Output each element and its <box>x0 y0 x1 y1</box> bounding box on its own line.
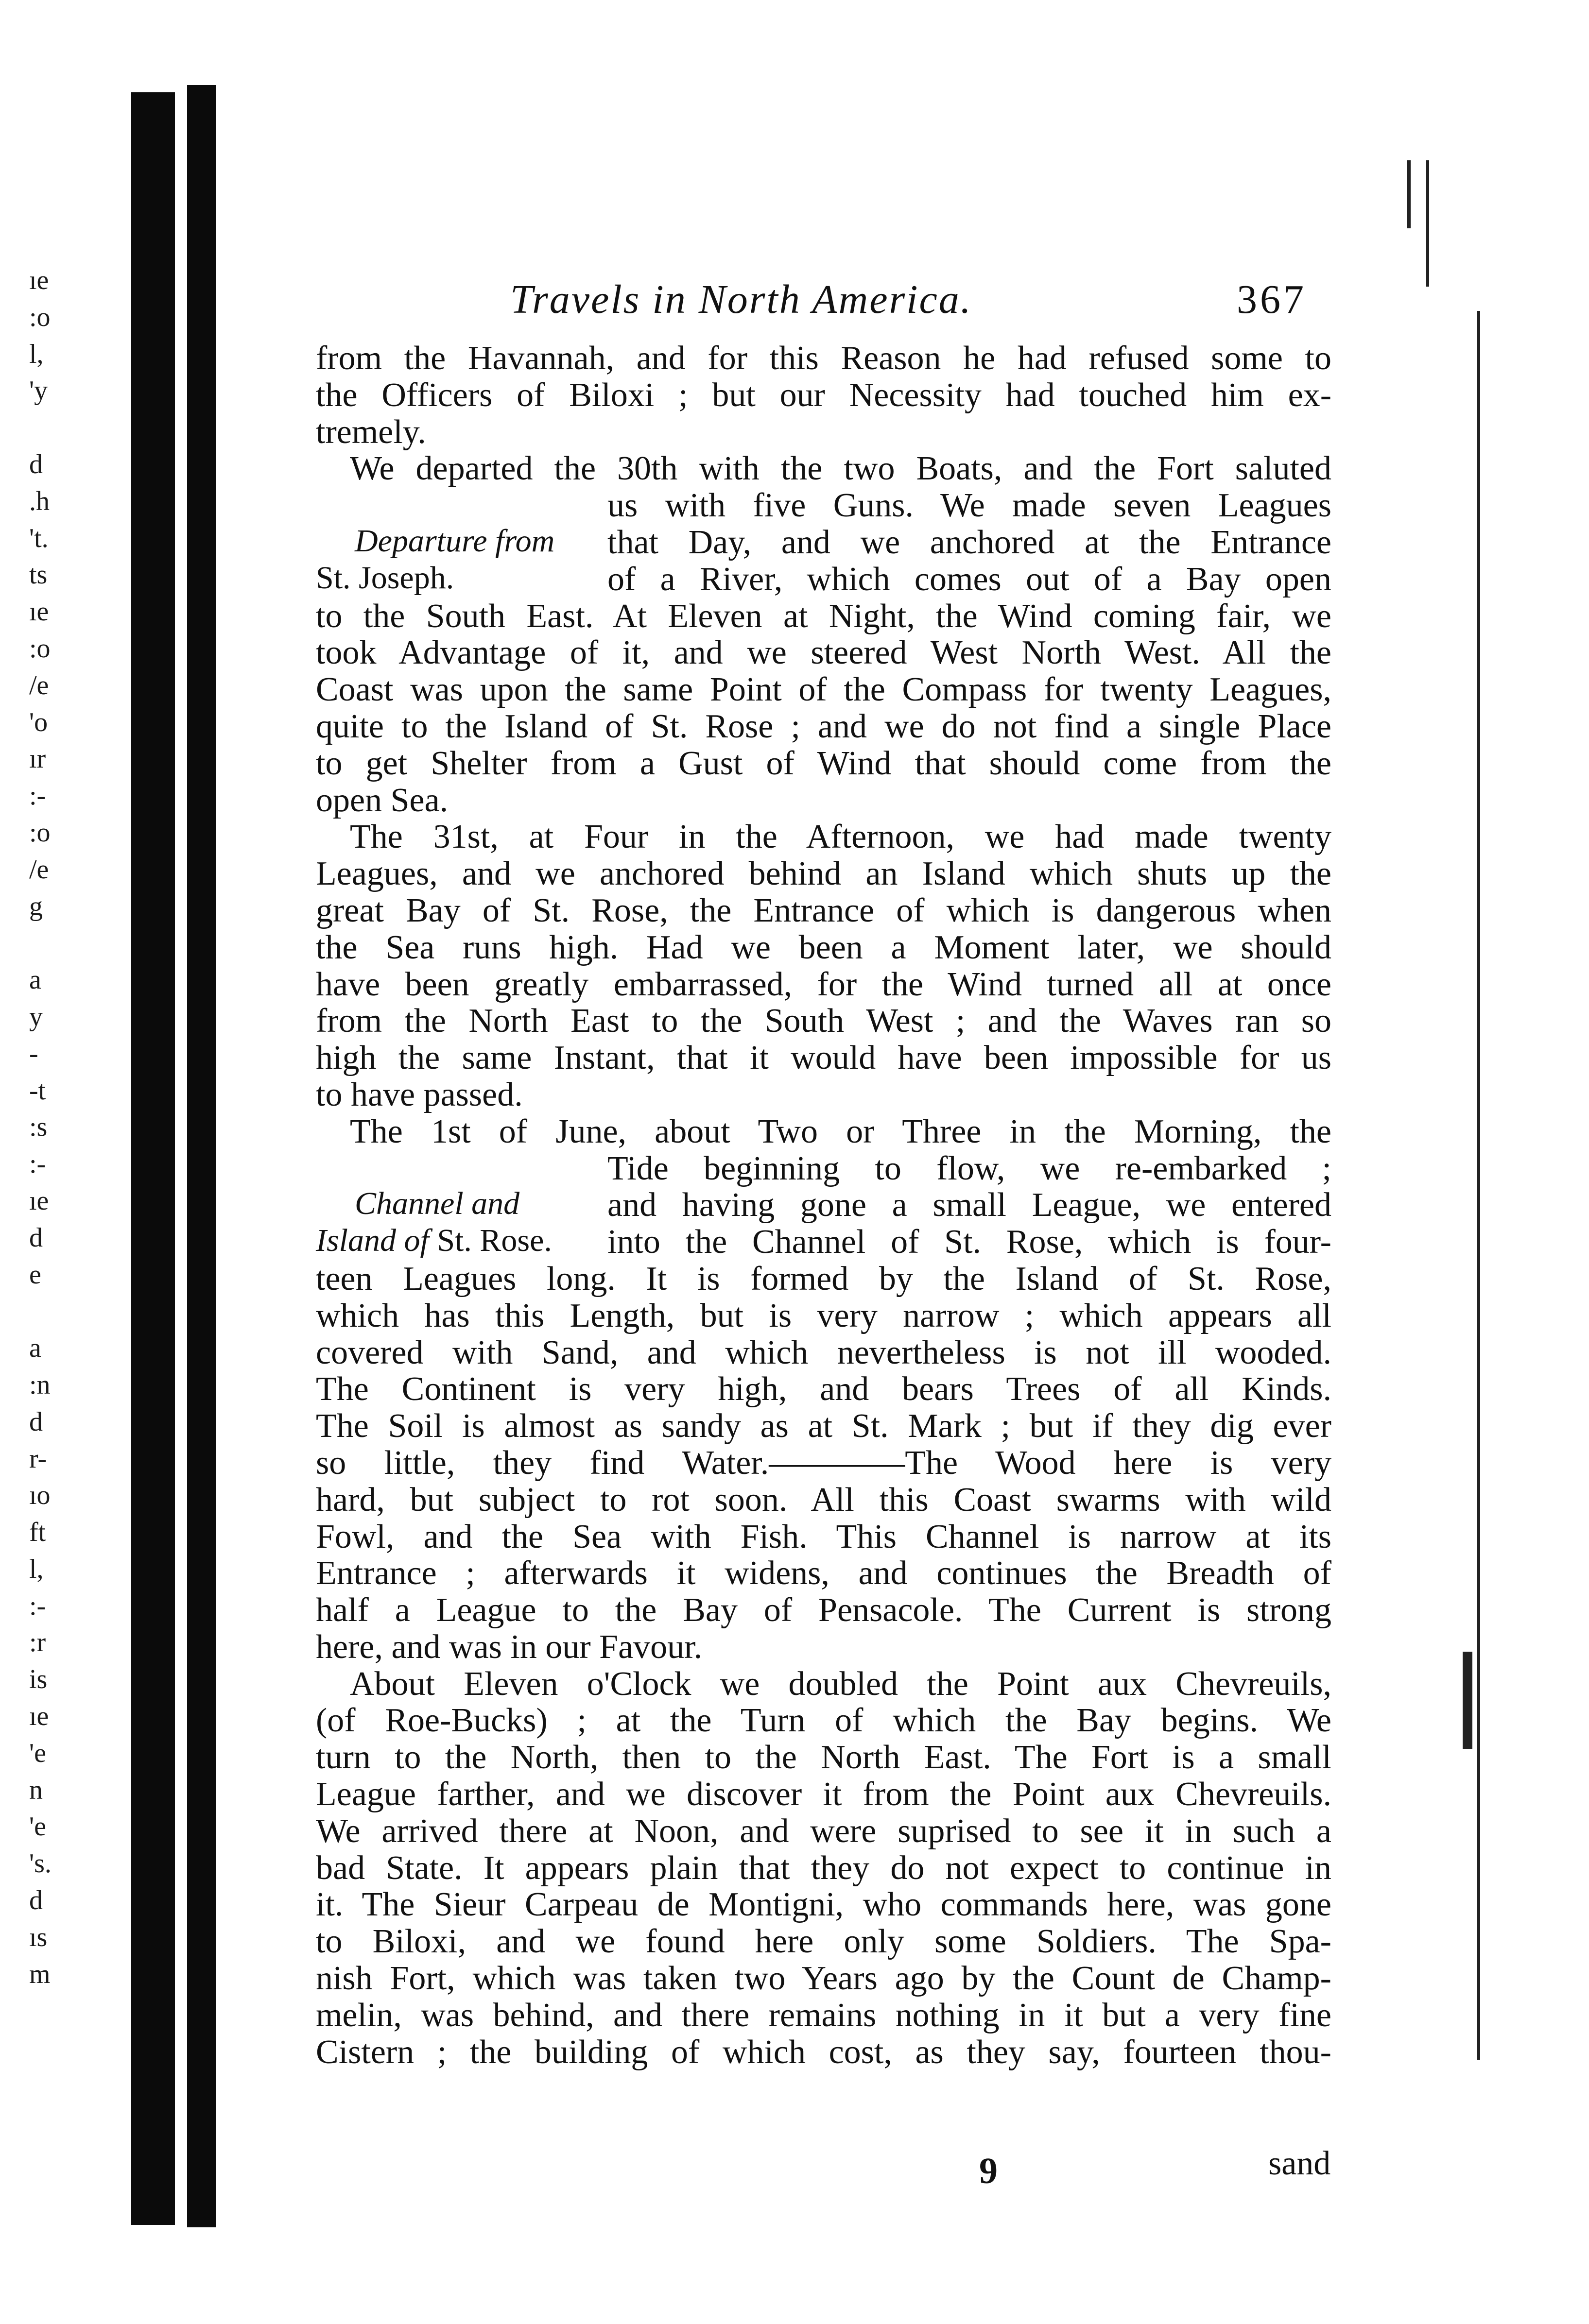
text-line: The 31st, at Four in the Afternoon, we had made twenty <box>350 818 1331 856</box>
text-line: into the Channel of St. Rose, which is four- <box>607 1223 1331 1261</box>
text-line: Entrance ; afterwards it widens, and continues the Breadth of <box>316 1555 1331 1592</box>
text-line: high the same Instant, that it would have been impossible for us <box>316 1039 1331 1077</box>
running-title: Travels in North America. <box>510 277 972 322</box>
text-line: of a River, which comes out of a Bay open <box>607 560 1331 598</box>
text-line: and having gone a small League, we entered <box>607 1186 1331 1224</box>
facing-page-fragments: ıe :o l, 'y d .h 't. ts ıe :o /e 'o ır :- :o /e g a y - -t :s :- ıe d e a :n d r- ıo ft l, :- :r is ıe 'e n 'e 's. d ıs m <box>29 265 52 1989</box>
text-line: Leagues, and we anchored behind an Island which shuts up the <box>316 855 1331 893</box>
text-line: took Advantage of it, and we steered West North West. All the <box>316 634 1331 672</box>
text-line: melin, was behind, and there remains nothing in it but a very fine <box>316 1996 1331 2034</box>
text-line: the Officers of Biloxi ; but our Necessity had touched him ex- <box>316 376 1331 414</box>
text-line: (of Roe-Bucks) ; at the Turn of which the Bay begins. We <box>316 1702 1331 1740</box>
text-line: The 1st of June, about Two or Three in the Morning, the <box>350 1112 1331 1150</box>
text-line: from the North East to the South West ; and the Waves ran so <box>316 1002 1331 1040</box>
catchword: sand <box>1268 2145 1331 2182</box>
sidenote-line: St. Joseph. <box>316 560 454 596</box>
scan-noise <box>1463 1652 1472 1749</box>
text-line: to have passed. <box>316 1076 523 1113</box>
binding-shadow-bar-inner <box>187 85 216 2227</box>
text-line: to the South East. At Eleven at Night, the Wind coming fair, we <box>316 597 1331 635</box>
body-text <box>316 340 1331 2070</box>
text-line: teen Leagues long. It is formed by the Island of St. Rose, <box>316 1260 1331 1298</box>
text-line: Coast was upon the same Point of the Compass for twenty Leagues, <box>316 671 1331 709</box>
scan-noise <box>1407 160 1411 228</box>
text-line: half a League to the Bay of Pensacole. The Current is strong <box>316 1591 1331 1629</box>
text-line: Tide beginning to flow, we re-embarked ; <box>607 1149 1331 1187</box>
page-number: 367 <box>1237 277 1307 322</box>
text-line: from the Havannah, and for this Reason he had refused some to <box>316 340 1331 377</box>
text-line: The Continent is very high, and bears Trees of all Kinds. <box>316 1370 1331 1408</box>
binding-shadow-bar <box>131 92 175 2225</box>
sidenote-line: Channel and <box>355 1186 520 1221</box>
text-line: the Sea runs high. Had we been a Moment later, we should <box>316 928 1331 966</box>
text-line: great Bay of St. Rose, the Entrance of which is dangerous when <box>316 891 1331 929</box>
text-line: that Day, and we anchored at the Entrance <box>607 523 1331 561</box>
text-line: Cistern ; the building of which cost, as they say, fourteen thou- <box>316 2033 1331 2071</box>
text-line: us with five Guns. We made seven Leagues <box>607 487 1331 525</box>
signature-mark: 9 <box>979 2151 998 2191</box>
text-line: Fowl, and the Sea with Fish. This Channel is narrow at its <box>316 1518 1331 1555</box>
text-line: here, and was in our Favour. <box>316 1628 703 1666</box>
text-line: nish Fort, which was taken two Years ago by the Count de Champ- <box>316 1960 1331 1998</box>
text-line: covered with Sand, and which nevertheless is not ill wooded. <box>316 1333 1331 1371</box>
text-line: quite to the Island of St. Rose ; and we do not find a single Place <box>316 707 1331 745</box>
text-line: We arrived there at Noon, and were suprised to see it in such a <box>316 1812 1331 1850</box>
text-line: to Biloxi, and we found here only some Soldiers. The Spa- <box>316 1923 1331 1961</box>
text-line: League farther, and we discover it from the Point aux Chevreuils. <box>316 1776 1331 1813</box>
text-line: tremely. <box>316 413 426 451</box>
text-line: bad State. It appears plain that they do not expect to continue in <box>316 1849 1331 1887</box>
text-line: open Sea. <box>316 781 449 819</box>
scan-noise <box>1426 160 1429 287</box>
text-line: turn to the North, then to the North East. The Fort is a small <box>316 1739 1331 1777</box>
text-line: hard, but subject to rot soon. All this Coast swarms with wild <box>316 1481 1331 1519</box>
scan-noise <box>1477 311 1480 2060</box>
text-line: it. The Sieur Carpeau de Montigni, who commands here, was gone <box>316 1886 1331 1924</box>
text-line: About Eleven o'Clock we doubled the Point aux Chevreuils, <box>350 1665 1331 1703</box>
text-line: to get Shelter from a Gust of Wind that should come from the <box>316 744 1331 782</box>
sidenote-line: Island of St. Rose. <box>316 1222 552 1258</box>
sidenote-line: Departure from <box>355 523 555 559</box>
text-line: We departed the 30th with the two Boats, and the Fort saluted <box>350 450 1331 488</box>
text-line: have been greatly embarrassed, for the Wind turned all at once <box>316 965 1331 1003</box>
text-line: which has this Length, but is very narrow ; which appears all <box>316 1297 1331 1334</box>
text-line: The Soil is almost as sandy as at St. Mark ; but if they dig ever <box>316 1407 1331 1445</box>
text-line: so little, they find Water.————The Wood here is very <box>316 1444 1331 1482</box>
